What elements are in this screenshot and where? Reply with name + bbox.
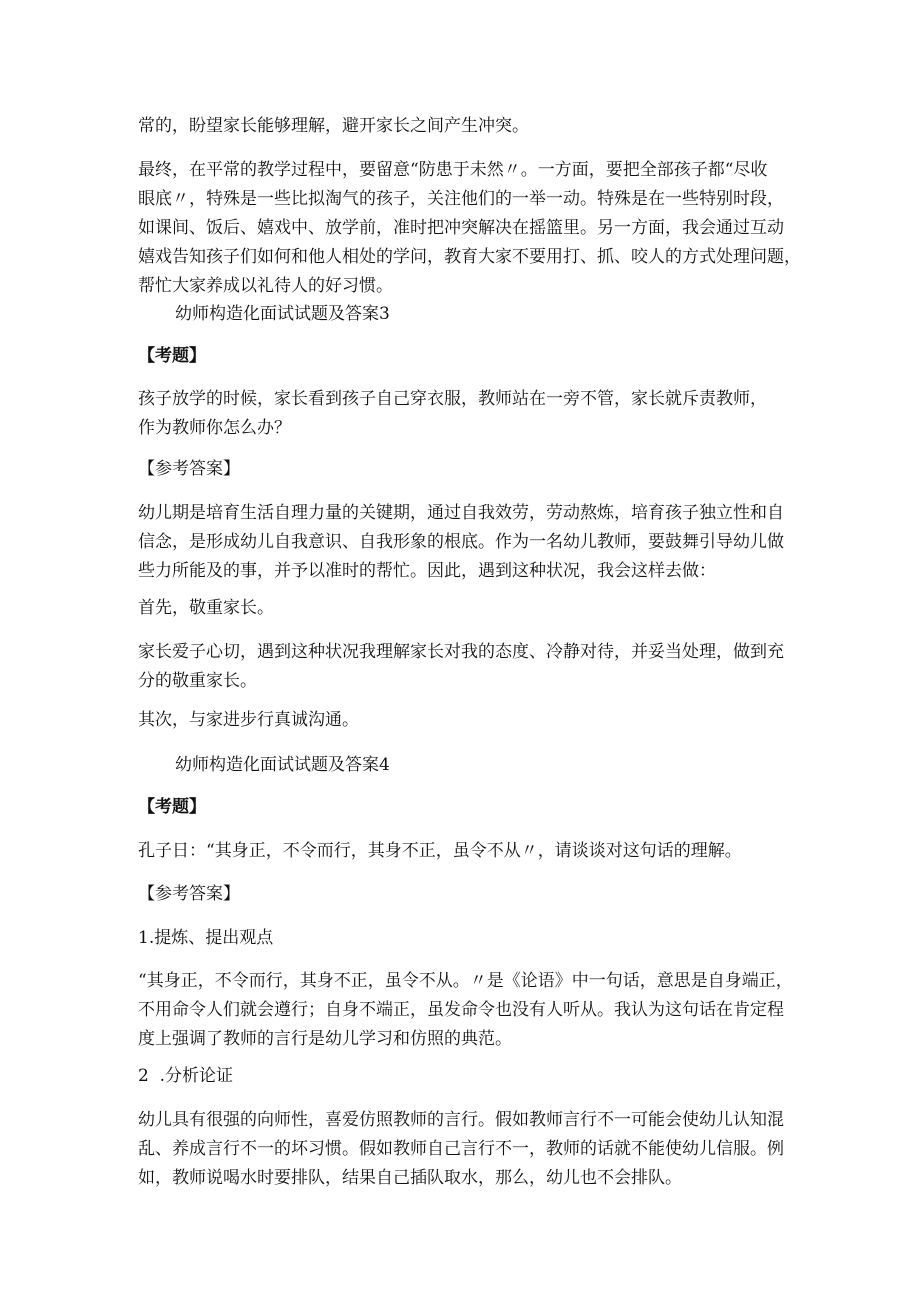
text-line: “其身正，不令而行，其身不正，虽令不从。〃是《论语》中一句话，意思是自身端正， <box>138 971 793 991</box>
text-line: 分的敬重家长。 <box>138 671 257 691</box>
answer-4-subheading-2 <box>138 1062 786 1091</box>
text-line: 乱、养成言行不一的坏习惯。假如教师自己言行不一，教师的话就不能使幼儿信服。例 <box>138 1139 784 1159</box>
text-line: 首先，敬重家长。 <box>138 598 274 618</box>
answer-3-paragraph-3 <box>138 638 786 696</box>
answer-3-paragraph-4 <box>138 706 786 735</box>
text-line: 嬉戏告知孩子们如何和他人相处的学问，教育大家不要用打、抓、咬人的方式处理问题， <box>138 247 801 267</box>
label-text: 【考题】 <box>138 797 206 817</box>
question-text-3 <box>138 385 786 443</box>
text-line: 幼儿期是培育生活自理力量的关键期，通过自我效劳，劳动熬炼，培育孩子独立性和自 <box>138 503 784 523</box>
text-line: 1.提炼、提出观点 <box>138 928 274 948</box>
text-line: 2 .分析论证 <box>138 1066 234 1086</box>
text-line: 如，教师说喝水时要排队，结果自己插队取水，那么，幼儿也不会排队。 <box>138 1168 682 1188</box>
paragraph-intro-end <box>138 112 786 141</box>
question-label-4 <box>138 793 786 822</box>
section-heading-4: 幼师构造化面试试题及答案4 <box>175 755 390 775</box>
text-line: 些力所能及的事，并予以准时的帮忙。因此，遇到这种状况，我会这样去做： <box>138 561 716 581</box>
label-text: 【参考答案】 <box>138 884 240 904</box>
text-line: 孔子日：“其身正，不令而行，其身不正，虽令不从〃，请谈谈对这句话的理解。 <box>138 841 742 861</box>
text-line: 家长爱子心切，遇到这种状况我理解家长对我的态度、冷静对待，并妥当处理，做到充 <box>138 642 784 662</box>
text-line: 不用命令人们就会遵行；自身不端正，虽发命令也没有人听从。我认为这句话在肯定程 <box>138 1000 784 1020</box>
answer-3-paragraph-2 <box>138 594 786 623</box>
label-text: 【考题】 <box>138 346 206 366</box>
text-line: 幼儿具有很强的向师性，喜爱仿照教师的言行。假如教师言行不一可能会使幼儿认知混 <box>138 1110 784 1130</box>
text-line: 信念，是形成幼儿自我意识、自我形象的根底。作为一名幼儿教师，要鼓舞引导幼儿做 <box>138 532 784 552</box>
answer-4-paragraph-2 <box>138 1106 786 1193</box>
text-line: 其次，与家进步行真诚沟通。 <box>138 710 359 730</box>
text-line: 眼底〃，特殊是一些比拟淘气的孩子，关注他们的一举一动。特殊是在一些特别时段， <box>138 189 784 209</box>
text-line: 常的，盼望家长能够理解，避开家长之间产生冲突。 <box>138 116 529 136</box>
answer-4-subheading-1 <box>138 924 786 953</box>
question-text-4 <box>138 837 786 866</box>
text-line: 作为教师你怎么办？ <box>138 418 291 438</box>
paragraph-prevention <box>138 156 801 301</box>
answer-label-3 <box>138 455 786 484</box>
text-line: 帮忙大家养成以礼待人的好习惯。 <box>138 276 393 296</box>
question-label-3 <box>138 342 786 371</box>
label-text: 【参考答案】 <box>138 459 240 479</box>
answer-3-paragraph-1 <box>138 499 786 586</box>
answer-4-paragraph-1 <box>138 967 793 1054</box>
section-heading-3: 幼师构造化面试试题及答案3 <box>175 304 390 324</box>
text-line: 孩子放学的时候，家长看到孩子自己穿衣服，教师站在一旁不管，家长就斥责教师， <box>138 389 767 409</box>
text-line: 最终，在平常的教学过程中，要留意“防患于未然〃。一方面，要把全部孩子都“尽收 <box>138 160 768 180</box>
text-line: 如课间、饭后、嬉戏中、放学前，准时把冲突解决在摇篮里。另一方面，我会通过互动 <box>138 218 784 238</box>
text-line: 度上强调了教师的言行是幼儿学习和仿照的典范。 <box>138 1029 512 1049</box>
answer-label-4 <box>138 880 786 909</box>
